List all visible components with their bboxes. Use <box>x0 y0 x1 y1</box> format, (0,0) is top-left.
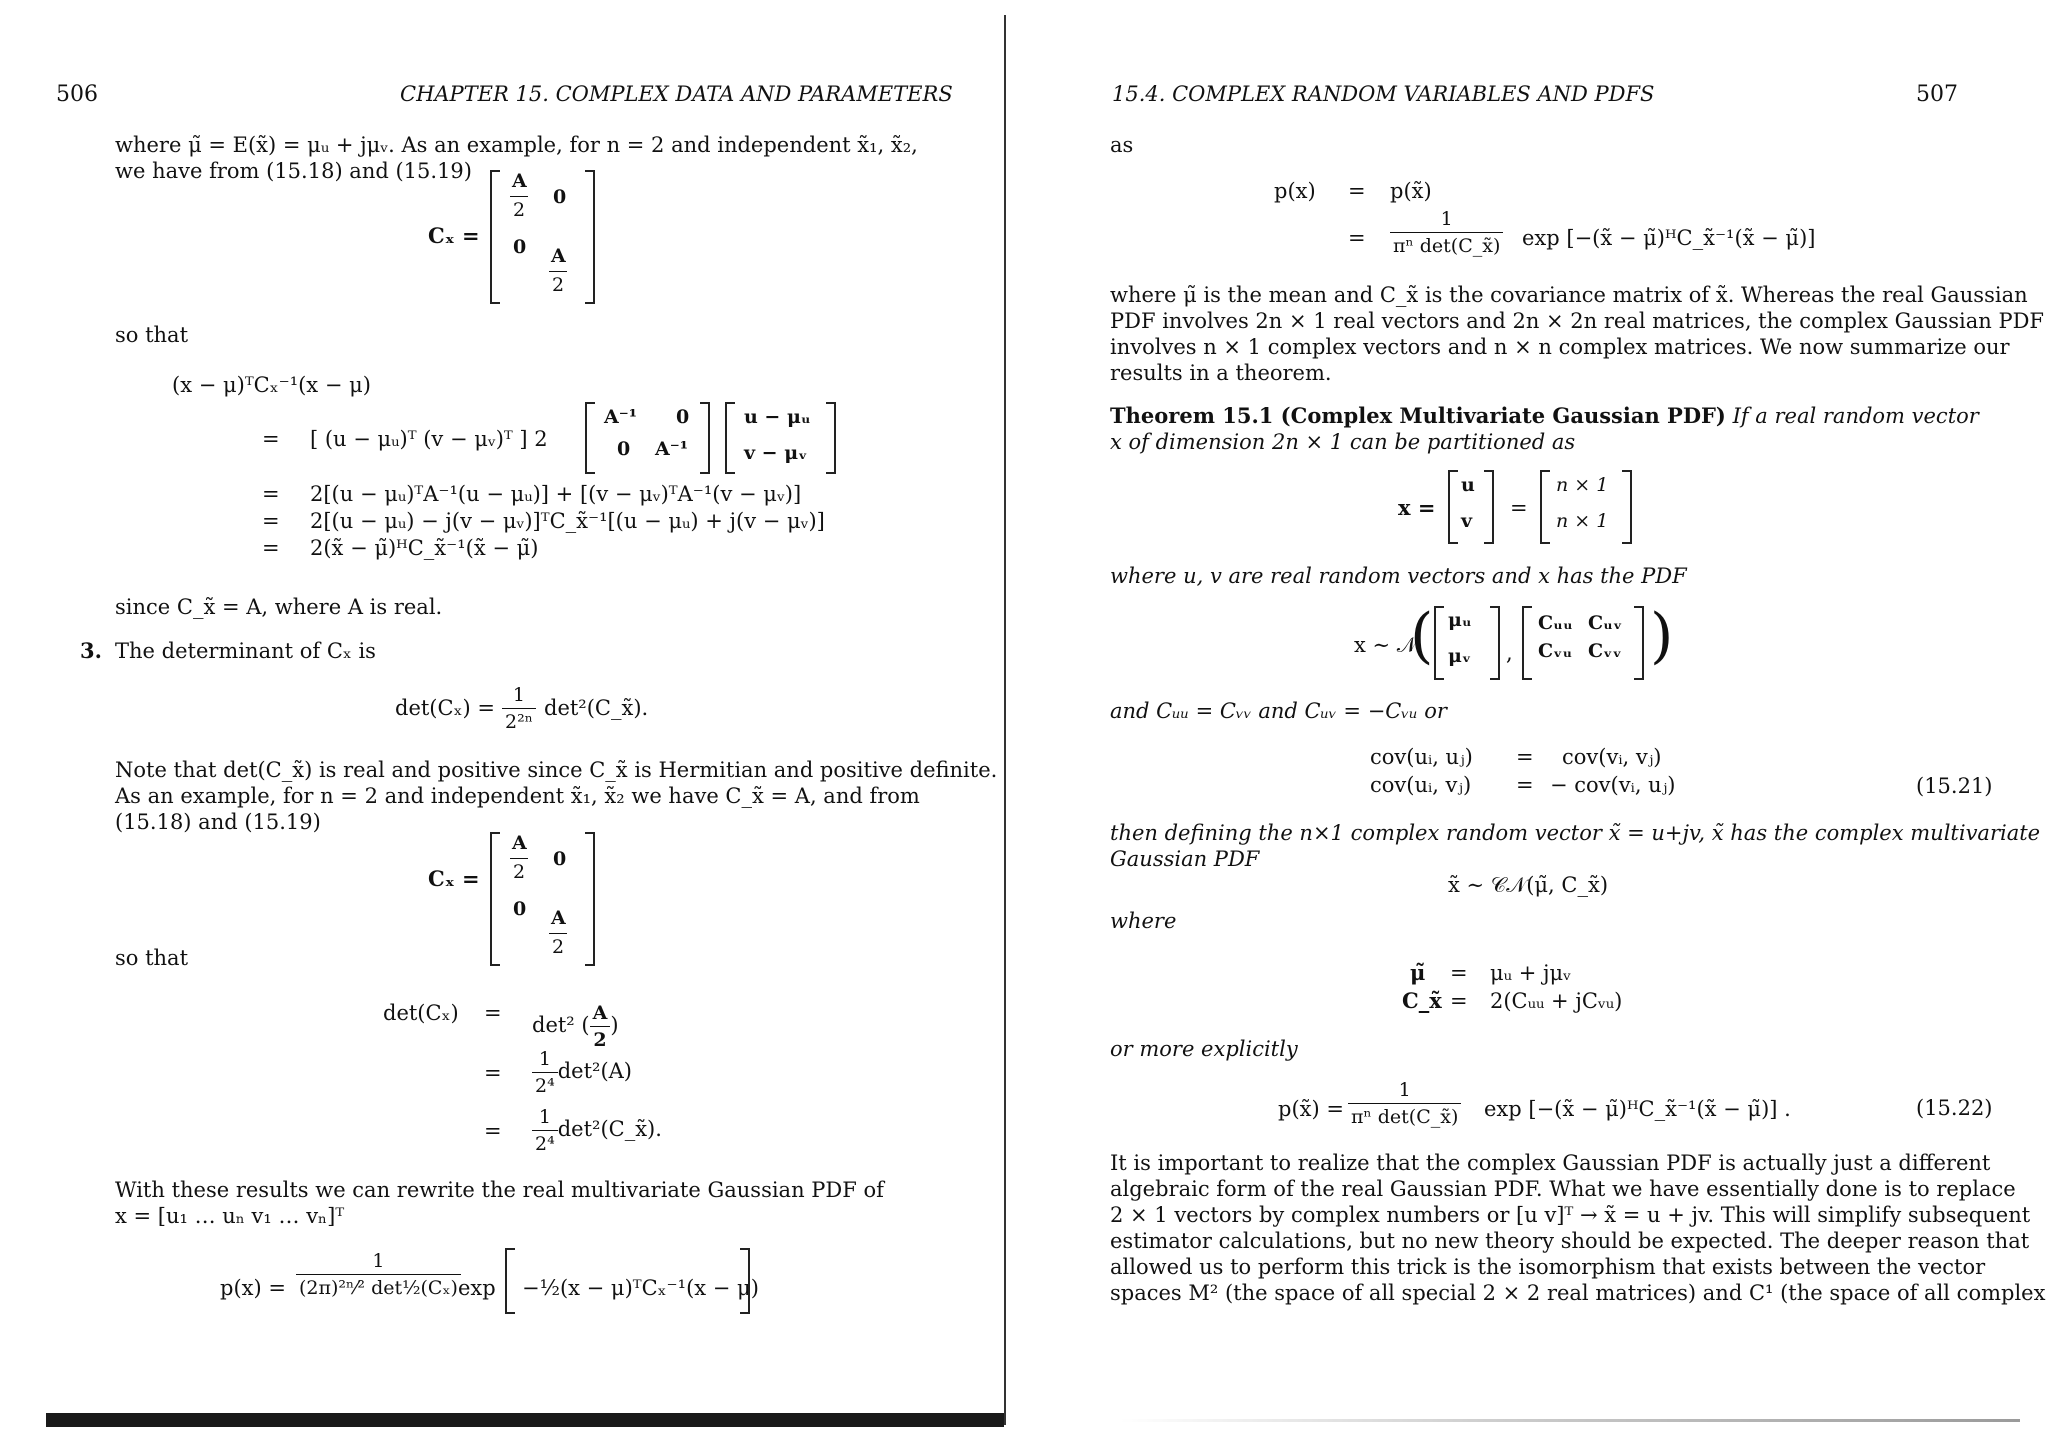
paragraph-line: involves n × 1 complex vectors and n × n complex matrices. We now summarize our <box>1110 335 2010 359</box>
left-bracket <box>490 832 500 966</box>
vector-entry: v − μᵥ <box>744 442 808 464</box>
matrix-entry: A⁻¹ <box>655 438 689 460</box>
right-page <box>1010 0 2048 1446</box>
left-bracket <box>585 402 595 474</box>
px-lhs: p(x) <box>1274 179 1316 203</box>
exp-label: exp <box>458 1276 496 1300</box>
right-bracket <box>585 832 595 966</box>
running-head: CHAPTER 15. COMPLEX DATA AND PARAMETERS <box>400 82 953 106</box>
frac-num: 1 <box>502 682 536 709</box>
left-bracket <box>1434 606 1444 680</box>
paragraph-line: (15.18) and (15.19) <box>115 810 321 834</box>
det-text: det²(C_x̃). <box>557 1117 662 1141</box>
comma: , <box>1506 641 1513 665</box>
pdf-arg: −½(x − μ)ᵀCₓ⁻¹(x − μ) <box>522 1276 759 1300</box>
quad-row: 2[(u − μᵤ)ᵀA⁻¹(u − μᵤ)] + [(v − μᵥ)ᵀA⁻¹(v − μᵥ)] <box>310 482 802 506</box>
right-bracket <box>826 402 836 474</box>
right-bracket <box>585 170 595 304</box>
text-line: as <box>1110 133 1134 157</box>
px-r1: p(x̃) <box>1390 179 1432 203</box>
paragraph-line: 2 × 1 vectors by complex numbers or [u v]ᵀ → x̃ = u + jv. This will simplify subsequent <box>1110 1203 2031 1227</box>
det-text: det²(A) <box>557 1059 632 1083</box>
matrix-entry: Cᵤᵤ <box>1538 612 1573 634</box>
eq-sign: = <box>484 1001 502 1025</box>
cov-lhs: cov(uᵢ, uⱼ) <box>1370 745 1473 769</box>
paragraph-line: PDF involves 2n × 1 real vectors and 2n × 2n real matrices, the complex Gaussian PDF <box>1110 309 2045 333</box>
left-bracket <box>490 170 500 304</box>
text-line: so that <box>115 946 189 970</box>
paragraph-line: where μ̃ = E(x̃) = μᵤ + jμᵥ. As an example, for n = 2 and independent x̃₁, x̃₂, <box>115 133 918 157</box>
paragraph-line: x = [u₁ … uₙ v₁ … vₙ]ᵀ <box>115 1204 345 1228</box>
right-bracket <box>1490 606 1500 680</box>
vector-entry: u − μᵤ <box>744 406 811 428</box>
matrix-entry: Cᵥᵥ <box>1588 640 1622 662</box>
det-fraction <box>502 682 536 735</box>
c-lhs: C_x̃ <box>1402 988 1442 1013</box>
matrix-entry: Cᵥᵤ <box>1538 640 1573 662</box>
eq-sign: = <box>484 1119 502 1143</box>
vector-entry: u <box>1461 474 1475 496</box>
paren-left: ( <box>1410 601 1434 671</box>
running-head: 15.4. COMPLEX RANDOM VARIABLES AND PDFS <box>1112 82 1655 106</box>
eq-sign: = <box>262 509 280 533</box>
frac-den: πⁿ det(C_x̃) <box>1393 235 1501 257</box>
vector-entry: v <box>1461 510 1473 532</box>
right-bracket <box>1634 606 1644 680</box>
matrix-entry: 2 <box>513 199 526 221</box>
eq-sign: = <box>1516 745 1534 769</box>
matrix-entry: A⁻¹ <box>604 406 638 428</box>
fraction-line <box>510 858 528 859</box>
fraction-line <box>549 271 567 272</box>
matrix-entry: 0 <box>513 236 527 258</box>
left-bracket <box>505 1248 515 1314</box>
fraction-line <box>549 933 567 934</box>
text-line: so that <box>115 323 189 347</box>
theorem-line: or more explicitly <box>1110 1037 1298 1061</box>
cov-lhs: cov(uᵢ, vⱼ) <box>1370 773 1472 797</box>
theorem-line: where <box>1110 909 1177 933</box>
frac-den: 2²ⁿ <box>505 711 533 733</box>
eq-sign: = <box>1450 989 1468 1013</box>
theorem-line <box>1110 403 1979 429</box>
paragraph-line: where μ̃ is the mean and C_x̃ is the covariance matrix of x̃. Whereas the real Gaussian <box>1110 283 2028 307</box>
eq-sign: = <box>262 482 280 506</box>
px-r2: exp [−(x̃ − μ̃)ᴴC_x̃⁻¹(x̃ − μ̃)] <box>1522 226 1816 250</box>
frac-den: 2 <box>593 1029 607 1051</box>
matrix-entry: 2 <box>513 861 526 883</box>
frac-num: A <box>590 1000 611 1027</box>
pdf-fraction <box>296 1248 461 1301</box>
paragraph-line: With these results we can rewrite the real multivariate Gaussian PDF of <box>115 1178 884 1202</box>
eq-sign: = <box>1510 496 1528 520</box>
right-bracket <box>740 1248 750 1314</box>
quad-row: 2(x̃ − μ̃)ᴴC_x̃⁻¹(x̃ − μ̃) <box>310 536 539 560</box>
left-page <box>0 0 1010 1446</box>
fraction-line <box>510 196 528 197</box>
page-number: 506 <box>56 82 98 107</box>
pdf-fraction <box>1348 1077 1461 1130</box>
frac-den: (2π)²ⁿ⁄² det½(Cₓ) <box>299 1277 458 1299</box>
matrix-entry: A <box>551 245 566 267</box>
paragraph-line: algebraic form of the real Gaussian PDF. What we have essentially done is to replace <box>1110 1177 2016 1201</box>
frac-den: 2⁴ <box>535 1075 555 1097</box>
paragraph-line: we have from (15.18) and (15.19) <box>115 159 472 183</box>
frac-num: 1 <box>1348 1077 1461 1104</box>
cx-label: Cₓ = <box>428 866 480 891</box>
page-number: 507 <box>1916 82 1958 107</box>
left-bracket <box>1448 470 1458 544</box>
theorem-text: If a real random vector <box>1732 404 1979 428</box>
matrix-entry: 0 <box>617 438 631 460</box>
paragraph-line: Note that det(C_x̃) is real and positive since C_x̃ is Hermitian and positive definite. <box>115 758 998 782</box>
theorem-title: Theorem 15.1 (Complex Multivariate Gaussian PDF) <box>1110 403 1726 428</box>
frac-num: 1 <box>532 1046 558 1073</box>
cov-rhs: − cov(vᵢ, uⱼ) <box>1550 773 1676 797</box>
paragraph-line: It is important to realize that the complex Gaussian PDF is actually just a different <box>1110 1151 1991 1175</box>
det-lhs: det(Cₓ) = <box>395 696 495 720</box>
frac-num: 1 <box>1390 206 1503 233</box>
cn-line: x̃ ∼ 𝒞𝒩(μ̃, C_x̃) <box>1448 873 1609 897</box>
eq-sign: = <box>484 1061 502 1085</box>
theorem-line: then defining the n×1 complex random vector x̃ = u+jv, x̃ has the complex multivariate <box>1110 821 2041 845</box>
theorem-line: where u, v are real random vectors and x has the PDF <box>1110 564 1687 588</box>
frac-den: πⁿ det(C_x̃) <box>1351 1106 1459 1128</box>
cx-label: Cₓ = <box>428 223 480 248</box>
eq-sign: = <box>1450 961 1468 985</box>
item-number: 3. <box>80 638 102 663</box>
eq-sign: = <box>1348 179 1366 203</box>
quad-lhs: (x − μ)ᵀCₓ⁻¹(x − μ) <box>172 373 371 397</box>
right-bracket <box>1622 470 1632 544</box>
part-x: x = <box>1398 495 1436 520</box>
theorem-line: Gaussian PDF <box>1110 847 1260 871</box>
dist-lhs: x ∼ 𝒩 <box>1354 633 1417 657</box>
matrix-entry: 0 <box>553 186 567 208</box>
equation-number: (15.22) <box>1916 1096 1993 1120</box>
paragraph-line: results in a theorem. <box>1110 361 1332 385</box>
matrix-entry: A <box>512 832 527 854</box>
matrix-entry: 0 <box>513 898 527 920</box>
eq-sign: = <box>262 536 280 560</box>
frac-num: 1 <box>296 1248 461 1275</box>
matrix-entry: Cᵤᵥ <box>1588 612 1623 634</box>
vector-entry: n × 1 <box>1556 510 1609 532</box>
eq-sign: = <box>1348 226 1366 250</box>
eq-sign: = <box>262 427 280 451</box>
frac-den: 2⁴ <box>535 1133 555 1155</box>
left-bracket <box>1540 470 1550 544</box>
pdf-rhs: exp [−(x̃ − μ̃)ᴴC_x̃⁻¹(x̃ − μ̃)] . <box>1484 1097 1791 1121</box>
equation-number: (15.21) <box>1916 774 1993 798</box>
px-fraction <box>1390 206 1503 259</box>
right-bracket <box>1484 470 1494 544</box>
vector-entry: μᵥ <box>1448 645 1472 667</box>
det2-rhs: det² ( $\frac{A}{2}$ ) <box>532 1002 619 1051</box>
pdf-lhs: p(x) = <box>220 1276 286 1300</box>
vector-entry: n × 1 <box>1556 474 1609 496</box>
paren-right: ) <box>1650 601 1674 671</box>
item-text: The determinant of Cₓ is <box>115 639 376 663</box>
mu-lhs: μ̃ <box>1410 960 1426 985</box>
det2-rhs <box>532 1046 632 1099</box>
det-rhs: det²(C_x̃). <box>544 696 649 720</box>
frac-num: 1 <box>532 1104 558 1131</box>
det2-rhs <box>532 1104 662 1157</box>
matrix-entry: 0 <box>676 406 690 428</box>
quad-row: 2[(u − μᵤ) − j(v − μᵥ)]ᵀC_x̃⁻¹[(u − μᵤ) + j(v − μᵥ)] <box>310 509 825 533</box>
paragraph-line: estimator calculations, but no new theory should be expected. The deeper reason that <box>1110 1229 2030 1253</box>
matrix-entry: A <box>512 170 527 192</box>
paragraph-line: allowed us to perform this trick is the isomorphism that exists between the vector <box>1110 1255 1986 1279</box>
matrix-entry: 2 <box>552 274 565 296</box>
matrix-entry: A <box>551 907 566 929</box>
right-bracket <box>700 402 710 474</box>
c-rhs: 2(Cᵤᵤ + jCᵥᵤ) <box>1490 989 1623 1013</box>
mu-rhs: μᵤ + jμᵥ <box>1490 961 1571 985</box>
cov-rhs: cov(vᵢ, vⱼ) <box>1562 745 1662 769</box>
matrix-entry: 0 <box>553 848 567 870</box>
matrix-entry: 2 <box>552 936 565 958</box>
left-bracket <box>725 402 735 474</box>
text-line: since C_x̃ = A, where A is real. <box>115 595 443 619</box>
det-text: det² <box>532 1013 575 1037</box>
paragraph-line: spaces M² (the space of all special 2 × 2 real matrices) and C¹ (the space of all complex <box>1110 1281 2046 1305</box>
theorem-line: and Cᵤᵤ = Cᵥᵥ and Cᵤᵥ = −Cᵥᵤ or <box>1110 699 1447 723</box>
quad-row: [ (u − μᵤ)ᵀ (v − μᵥ)ᵀ ] 2 <box>310 427 548 451</box>
left-bracket <box>1522 606 1532 680</box>
det2-lhs: det(Cₓ) <box>383 1001 459 1025</box>
theorem-line: x of dimension 2n × 1 can be partitioned as <box>1110 430 1576 454</box>
pdf-lhs: p(x̃) = <box>1278 1097 1344 1121</box>
vector-entry: μᵤ <box>1448 609 1472 631</box>
paragraph-line: As an example, for n = 2 and independent x̃₁, x̃₂ we have C_x̃ = A, and from <box>115 784 920 808</box>
eq-sign: = <box>1516 773 1534 797</box>
